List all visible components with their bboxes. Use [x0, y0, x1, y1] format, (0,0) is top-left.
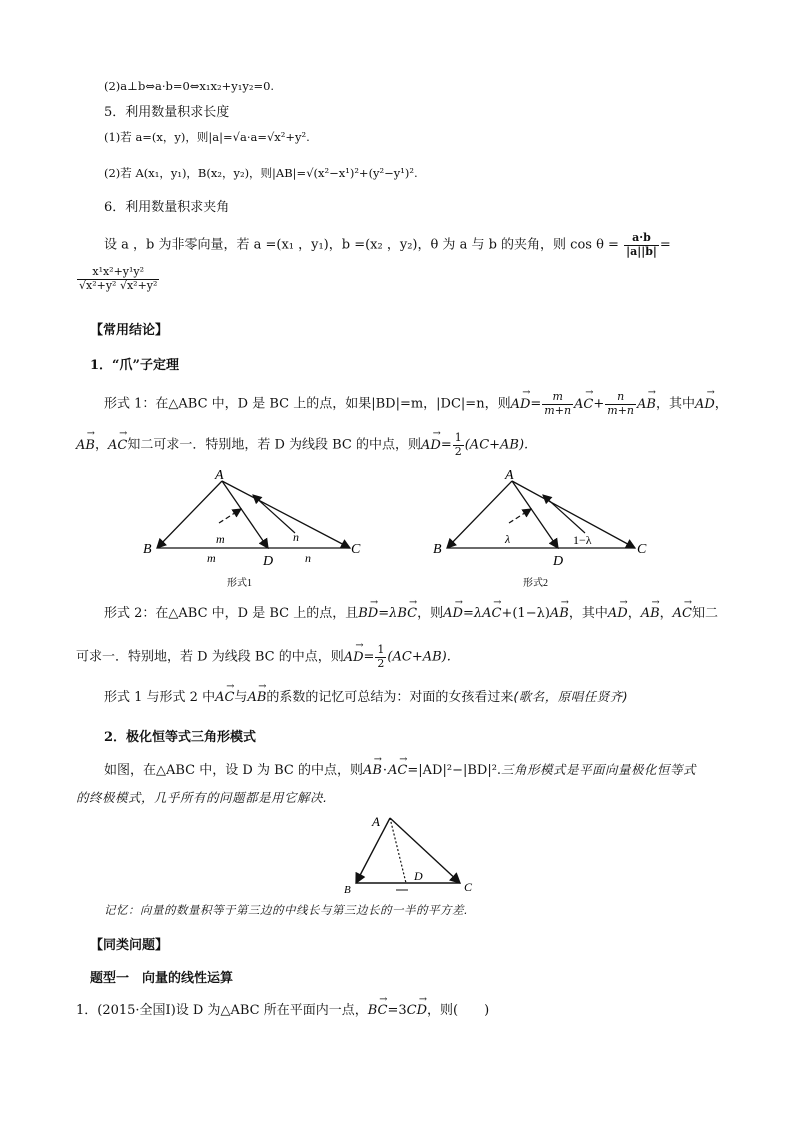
frac-m-den: m+n: [544, 403, 572, 417]
polar-text-a: 如图，在△ABC 中，设 D 为 BC 的中点，则: [104, 763, 363, 778]
angle-coord-fraction: [77, 266, 159, 292]
half-num: 1: [454, 431, 462, 444]
vec-BC: → BC: [397, 606, 417, 622]
comma: ，: [659, 606, 673, 621]
vec-BD: → BD: [358, 606, 378, 622]
vec-AD: → AD: [421, 438, 441, 454]
plus-sign: +: [501, 606, 513, 621]
problem-type-1: 题型一 向量的线性运算: [90, 971, 234, 986]
question-1-eq: =3: [387, 1003, 407, 1018]
fig3-label-D: D: [414, 869, 423, 883]
fig1-label-B: B: [143, 542, 152, 557]
angle-coord-fraction-line: [76, 266, 160, 292]
fig1-label-m-upper: m: [216, 532, 225, 546]
memory-note: (歌名，原唱任贤齐): [513, 689, 629, 704]
form2-text-b: ，则: [417, 606, 444, 621]
polarization-memo: 记忆：向量的数量积等于第三边的中线长与第三边长的一半的平方差.: [104, 903, 469, 917]
figure-polarization: [338, 808, 488, 900]
question-1: [76, 1003, 489, 1019]
comma: ，: [627, 606, 641, 621]
polarization-line2: 的终极模式，几乎所有的问题都是用它解决.: [76, 790, 328, 805]
fig1-caption: 形式1: [227, 578, 252, 589]
fig3-label-B: B: [344, 884, 351, 896]
fig2-label-B: B: [433, 542, 442, 557]
comma: ，: [714, 396, 728, 412]
angle-fraction: [624, 232, 659, 258]
polarization-title: 2．极化恒等式三角形模式: [104, 730, 257, 745]
fig1-label-D: D: [263, 554, 274, 569]
angle-formula-text: 设 a ，b 为非零向量，若 a =(x₁ ，y₁)，b =(x₂ ，y₂)，θ 为 a 与 b 的夹角，则 cos θ =: [104, 237, 619, 253]
memory-text-a: 形式 1 与形式 2 中: [104, 690, 216, 705]
vec-AB: → AB: [363, 763, 382, 779]
figure-form1: [135, 465, 375, 590]
vec-AC: → AC: [215, 690, 234, 706]
vec-AD: → AD: [443, 606, 463, 622]
angle-coord-den: √x²+y² √x²+y²: [79, 278, 158, 292]
one-minus-lambda: (1−λ): [512, 606, 550, 621]
angle-eq: =: [659, 237, 671, 253]
fig1-label-n-lower: n: [305, 551, 311, 565]
half-num: 1: [377, 643, 385, 656]
frac-half: [453, 432, 464, 458]
section-5-title: 5．利用数量积求长度: [104, 105, 230, 120]
figure-form2: [425, 465, 665, 590]
half-den: 2: [377, 656, 385, 670]
fig1-arc-n: [253, 495, 295, 533]
form2-text-a: 形式 2：在△ABC 中，D 是 BC 上的点，且: [104, 606, 359, 621]
frac-n-den: m+n: [607, 403, 635, 417]
frac-m-num: m: [542, 391, 573, 405]
form2-line1: [104, 606, 718, 622]
fig2-label-one-minus-lambda: 1−λ: [573, 533, 592, 547]
form2-text-d: 知二: [692, 606, 719, 621]
memory-text-b: 与: [234, 690, 248, 705]
vec-AD: → AD: [608, 606, 628, 622]
fig2-caption: 形式2: [523, 578, 548, 589]
eq-sign: =: [363, 649, 375, 665]
memory-line: [104, 689, 628, 706]
vec-AC: → AC: [388, 763, 407, 779]
vec-AB: → AB: [641, 606, 660, 622]
lambda: λ: [389, 606, 398, 621]
fig3-median-AD: [390, 818, 406, 883]
length-formula-2: (2)若 A(x₁，y₁)，B(x₂，y₂)，则|AB|=√(x²−x¹)²+(y²−y¹)².: [104, 166, 418, 180]
section-6-title: 6．利用数量积求夹角: [104, 200, 230, 215]
fig1-vector-AC: [222, 481, 350, 548]
comma: ，: [94, 437, 108, 453]
fig3-label-A: A: [372, 814, 380, 829]
vec-AC: → AC: [574, 397, 593, 413]
question-1-end: ，则( ): [427, 1003, 490, 1018]
perpendicular-condition: (2)a⊥b⇔a·b=0⇔x₁x₂+y₁y₂=0.: [104, 79, 275, 93]
half-den: 2: [454, 444, 462, 458]
fig1-label-C: C: [351, 542, 361, 557]
plus-sign: +: [593, 396, 605, 412]
fig2-vector-AD: [512, 481, 558, 548]
vec-BC: → BC: [368, 1003, 388, 1019]
fig2-label-A: A: [505, 468, 514, 483]
fig1-vector-AB: [157, 481, 222, 548]
polar-text-b: =|AD|²−|BD|².: [407, 763, 502, 778]
form1-text-b: ，其中: [655, 396, 695, 412]
frac-m: [542, 391, 573, 417]
vec-AC: → AC: [673, 606, 692, 622]
angle-frac-den: |a||b|: [626, 244, 657, 258]
vec-AC: → AC: [482, 606, 501, 622]
vec-AB: → AB: [76, 438, 95, 454]
vec-CD: → CD: [407, 1003, 427, 1019]
vec-AB: → AB: [637, 397, 656, 413]
vec-AD: → AD: [344, 650, 364, 666]
frac-half: [375, 644, 386, 670]
eq-sign: =: [462, 606, 474, 621]
form1-text-a: 形式 1：在△ABC 中，D 是 BC 上的点，如果|BD|=m，|DC|=n，则: [104, 396, 511, 412]
fig2-label-C: C: [637, 542, 647, 557]
frac-n-num: n: [605, 391, 636, 405]
vec-AC: → AC: [108, 438, 127, 454]
eq-sign: =: [440, 437, 452, 453]
vec-AD: → AD: [695, 397, 715, 413]
frac-n: [605, 391, 636, 417]
vec-AB: → AB: [247, 690, 266, 706]
lambda: λ: [473, 606, 483, 621]
question-1-text: 1．(2015·全国Ⅰ)设 D 为△ABC 所在平面内一点，: [76, 1003, 368, 1018]
memory-text-c: 的系数的记忆可总结为：对面的女孩看过来: [266, 690, 514, 705]
angle-frac-num: a·b: [624, 232, 659, 246]
form1-text-c: 知二可求一．特别地，若 D 为线段 BC 的中点，则: [127, 437, 422, 453]
angle-formula-line: [104, 232, 671, 258]
fig1-label-n-upper: n: [293, 530, 299, 544]
fig1-label-m-lower: m: [207, 551, 216, 565]
polar-text-c: 三角形模式是平面向量极化恒等式: [501, 762, 697, 777]
fig1-label-A: A: [215, 468, 224, 483]
vec-AB: → AB: [550, 606, 569, 622]
fig1-vector-AD: [222, 481, 268, 548]
fig2-arc-lambda: [509, 509, 531, 523]
fig2-label-D: D: [553, 554, 564, 569]
angle-coord-num: x¹x²+y¹y²: [77, 266, 159, 280]
eq-sign: =: [530, 396, 542, 412]
fig2-arc-oml: [543, 495, 585, 533]
fig3-vector-AC: [390, 818, 460, 883]
midpoint-sum: (AC+AB).: [387, 649, 451, 665]
fig1-arc-m: [219, 509, 241, 523]
eq-sign: =: [378, 606, 390, 621]
length-formula-1: (1)若 a=(x，y)，则|a|=√a·a=√x²+y².: [104, 130, 310, 144]
fig2-label-lambda: λ: [505, 532, 511, 546]
polarization-line1: 如图，在△ABC 中，设 D 为 BC 的中点，则→ AB·→ AC=|AD|²−|BD|².三角形模式是平面向量极化恒等式: [104, 762, 696, 779]
fig2-vector-AB: [447, 481, 512, 548]
claw-theorem-title: 1．“爪”子定理: [90, 358, 180, 373]
fig3-label-C: C: [464, 880, 473, 894]
section-header-conclusions: 【常用结论】: [90, 323, 169, 338]
form1-line2: [76, 432, 528, 458]
form2-text-e: 可求一．特别地，若 D 为线段 BC 的中点，则: [76, 649, 344, 665]
form2-line2: [76, 644, 451, 670]
section-header-problems: 【同类问题】: [90, 938, 169, 953]
vec-AD: → AD: [511, 397, 531, 413]
form1-line1: [104, 391, 728, 417]
midpoint-sum: (AC+AB).: [464, 437, 529, 453]
form2-text-c: ，其中: [568, 606, 608, 621]
